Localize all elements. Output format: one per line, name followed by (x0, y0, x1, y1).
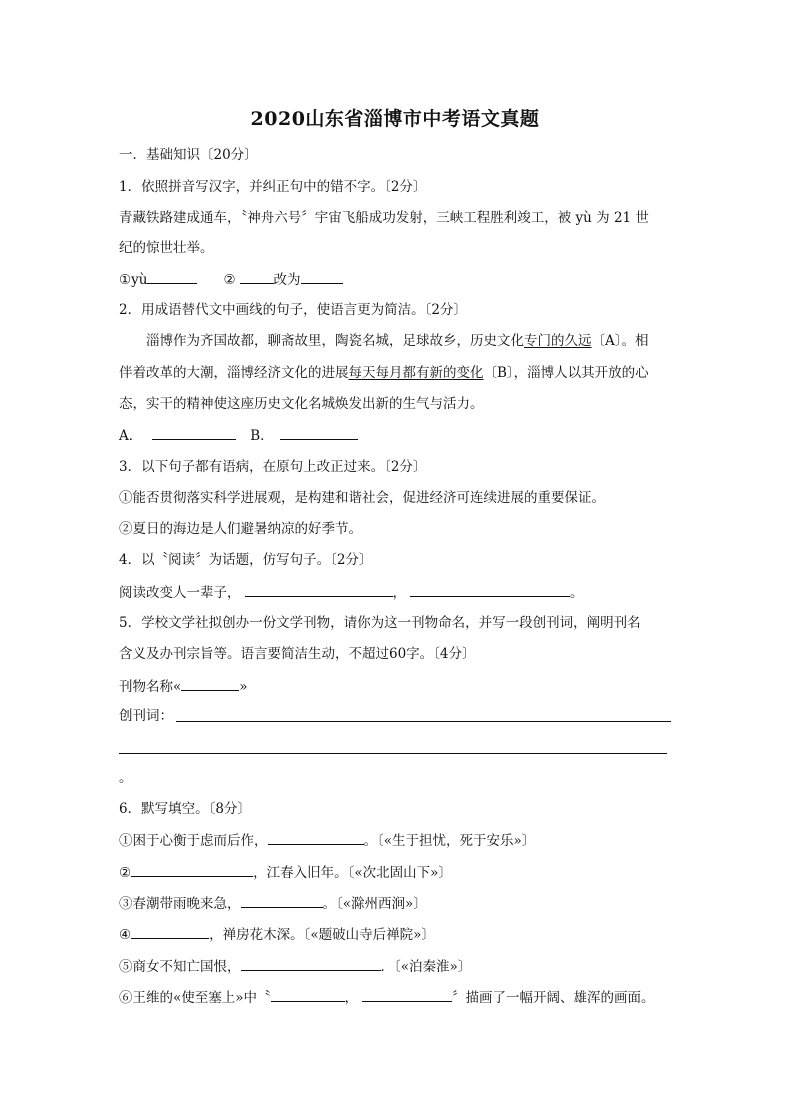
q6-stem: 6．默写填空。〔8分〕 (119, 801, 251, 817)
q4-answer-line (119, 582, 584, 603)
q6-item6-blank1[interactable] (271, 987, 345, 1002)
q4-comma: ， (392, 585, 406, 601)
q4-stem: 4．以〝阅读〞为话题，仿写句子。〔2分〕 (119, 552, 373, 568)
q6-item4-post: ，禅房花木深。〔«题破山寺后禅院»〕 (209, 927, 435, 943)
q4-lead-text: 阅读改变人一辈子， (119, 585, 241, 601)
q3-sentence2: ②夏日的海边是人们避暑纳凉的好季节。 (119, 521, 362, 537)
q1-stem: 1．依照拼音写汉字，并纠正句中的错不字。〔2分〕 (119, 179, 427, 195)
q6-item6-pre: ⑥王维的«使至塞上»中〝 (119, 990, 271, 1006)
q5-open-quote: « (173, 679, 182, 695)
q6-item1-post: 。〔«生于担忧，死于安乐»〕 (363, 833, 536, 849)
q6-item3-post: 。〔«滁州西涧»〕 (322, 896, 427, 912)
q6-item6-post: 〞描画了一幅开阔、雄浑的画面。 (452, 990, 655, 1006)
q2-underline-a: 专门的久远 (524, 333, 592, 349)
q5-stem-line2: 含义及办刊宗旨等。语言要简洁生动，不超过60字。〔4分〕 (119, 646, 476, 662)
q4-blank2[interactable] (410, 582, 570, 597)
q5-name-line (119, 676, 248, 697)
q2-answer-b-label: B． (250, 428, 274, 444)
q6-item5-post: ．〔«泊秦淮»〕 (380, 959, 472, 975)
q6-item4-blank[interactable] (131, 924, 209, 939)
q6-item2-pre: ② (119, 865, 132, 881)
q5-words-blank-line2[interactable] (119, 753, 667, 754)
q1-answer-line (119, 269, 343, 290)
q4-end: 。 (570, 585, 584, 601)
q6-item6 (119, 987, 655, 1008)
q2-answer-b-blank[interactable] (280, 425, 358, 440)
q1-answer2-blank-correct[interactable] (301, 269, 343, 284)
q6-item6-blank2[interactable] (362, 987, 452, 1002)
q4-blank1[interactable] (245, 582, 393, 597)
q6-item3 (119, 893, 427, 914)
q2-p1-post: 〔A〕。相 (591, 333, 649, 349)
q5-end-period: 。 (119, 770, 133, 786)
q1-text-line2: 纪的惊世壮举。 (119, 240, 214, 256)
q2-underline-b: 每天每月都有新的变化 (348, 365, 484, 381)
section-heading: 一．基础知识〔20分〕 (119, 147, 258, 163)
q6-item1-blank[interactable] (268, 830, 364, 845)
q5-stem-line1: 5．学校文学社拟创办一份文学刊物，请你为这一刊物命名，并写一段创刊词，阐明刊名 (119, 615, 641, 631)
q2-answer-a-blank[interactable] (152, 425, 236, 440)
q5-close-quote: » (239, 679, 248, 695)
q6-item5 (119, 956, 471, 977)
q6-item4 (119, 924, 435, 945)
q2-paragraph-line3: 态，实干的精神使这座历史文化名城焕发出新的生气与活力。 (119, 396, 484, 412)
q5-name-blank[interactable] (181, 676, 239, 691)
q6-item2-blank[interactable] (131, 862, 253, 877)
q6-item1 (119, 830, 535, 851)
q2-paragraph-line1 (146, 331, 649, 351)
q6-item1-pre: ①困于心衡于虑而后作， (119, 833, 268, 849)
q6-item3-blank[interactable] (241, 893, 323, 908)
page-title: 2020山东省淄博市中考语文真题 (250, 108, 540, 130)
q5-name-label: 刊物名称 (119, 679, 173, 695)
q2-paragraph-line2 (119, 363, 649, 383)
q2-answer-line (119, 425, 358, 446)
q2-stem: 2．用成语替代文中画线的句子，使语言更为简洁。〔2分〕 (119, 302, 467, 318)
q1-answer1-blank[interactable] (147, 269, 197, 284)
q1-answer2-mid: 改为 (273, 272, 301, 288)
q2-answer-a-label: A． (119, 428, 143, 444)
q5-words-label: 创刊词： (119, 708, 173, 724)
q6-item6-mid: ， (344, 990, 359, 1006)
q1-answer1-label: ①yù (119, 272, 148, 288)
q6-item2-post: ，江春入旧年。〔«次北固山下»〕 (253, 865, 452, 881)
q3-stem: 3．以下句子都有语病，在原句上改正过来。〔2分〕 (119, 459, 427, 475)
q6-item4-pre: ④ (119, 927, 132, 943)
q2-p1-text: 淄博作为齐国故都，聊斋故里，陶瓷名城，足球故乡，历史文化 (146, 333, 524, 349)
q6-item3-pre: ③春潮带雨晚来急， (119, 896, 241, 912)
q1-text-line1: 青藏铁路建成通车，〝神舟六号〞宇宙飞船成功发射，三峡工程胜利竣工，被 yù 为 21 世 (119, 210, 649, 226)
q1-answer2-label: ② (223, 272, 236, 288)
q2-p2-text: 伴着改革的大潮，淄博经济文化的进展 (119, 365, 349, 381)
q2-p2-post: 〔B〕，淄博人以其开放的心 (483, 365, 649, 381)
q5-words-blank-line1[interactable] (176, 721, 671, 722)
q6-item5-blank[interactable] (241, 956, 381, 971)
q1-answer2-blank-wrong[interactable] (240, 269, 274, 284)
q3-sentence1: ①能否贯彻落实科学进展观，是构建和谐社会，促进经济可连续进展的重要保证。 (119, 490, 605, 506)
q6-item2 (119, 862, 452, 883)
q6-item5-pre: ⑤商女不知亡国恨， (119, 959, 241, 975)
